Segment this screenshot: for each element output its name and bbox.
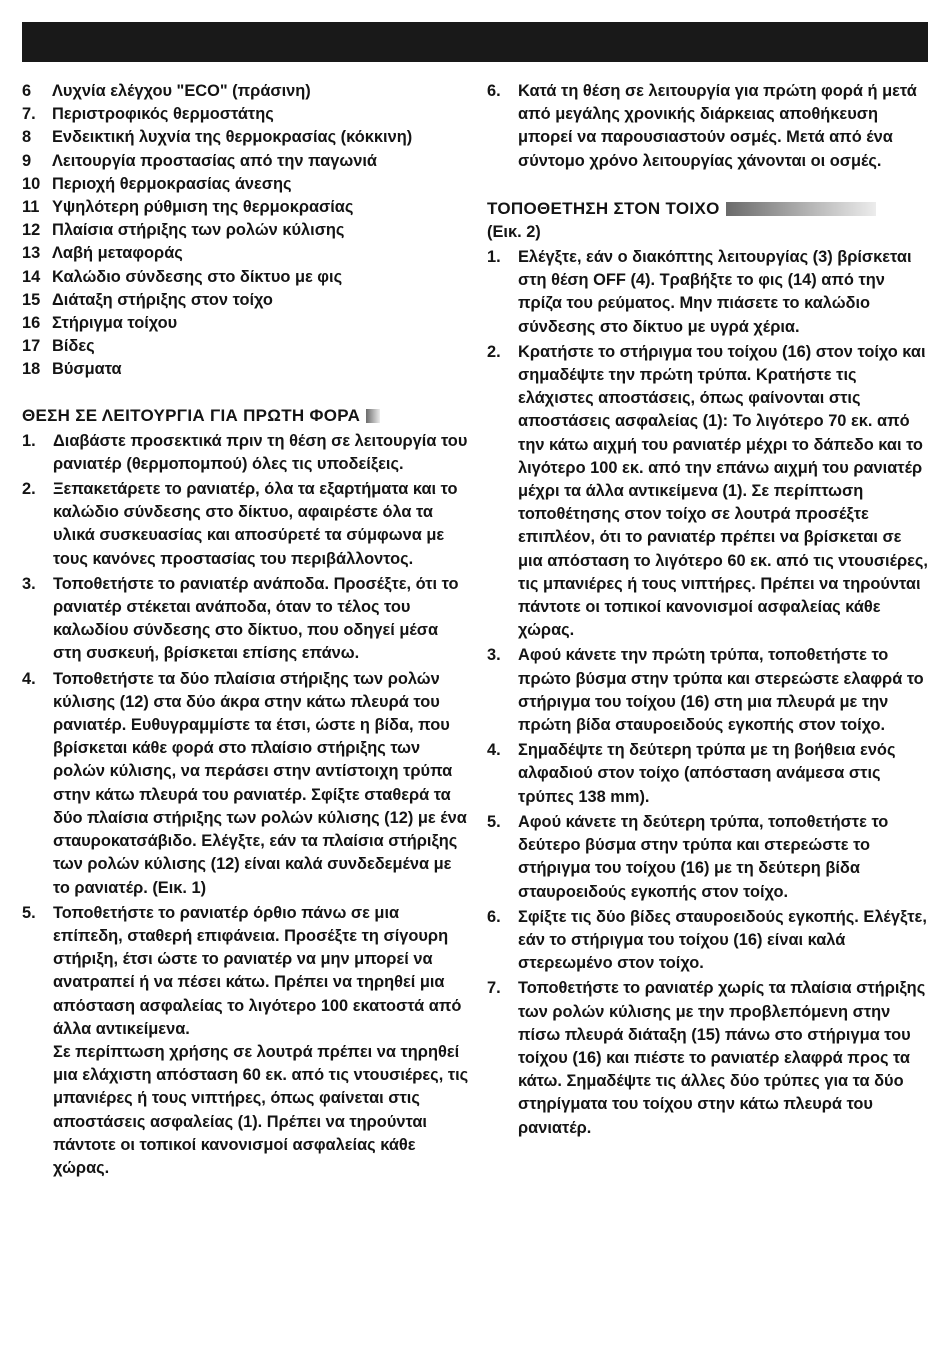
item-number: 15 xyxy=(22,290,41,309)
heading-text: ΘΕΣΗ ΣΕ ΛΕΙΤΟΥΡΓΙΑ ΓΙΑ ΠΡΩΤΗ ΦΟΡΑ xyxy=(22,406,361,426)
list-item xyxy=(22,219,470,242)
step-text: Τοποθετήστε το ρανιατέρ ανάποδα. Προσέξτε, ότι το ρανιατέρ στέκεται ανάποδα, όταν το τέλος του καλωδίου σύνδεσης στο δίκτυο, που οδηγεί μέσα στη συσκευή, βρίσκεται επίσης επάνω. xyxy=(53,574,459,663)
first-use-steps-continued xyxy=(487,80,928,173)
list-item xyxy=(487,906,928,976)
item-text: Λειτουργία προστασίας από την παγωνιά xyxy=(52,151,377,170)
list-item xyxy=(487,644,928,737)
item-number: 10 xyxy=(22,174,41,193)
list-item xyxy=(487,341,928,643)
left-column xyxy=(22,80,470,1182)
item-number: 17 xyxy=(22,337,41,356)
list-item xyxy=(22,573,470,666)
list-item xyxy=(22,335,470,358)
list-item xyxy=(22,358,470,381)
step-text-continued: Σε περίπτωση χρήσης σε λουτρά πρέπει να τηρηθεί μια ελάχιστη απόσταση 60 εκ. από τις ντουσιέρες, τις μπανιέρες ή τους νιπτήρες, όπως φαίνεται στις αποστάσεις ασφαλείας (1). Πρέπει να τηρούνται πάντοτε οι τοπικοί κανονισμοί ασφαλείας κάθε χώρας. xyxy=(53,1042,469,1177)
step-text: Κατά τη θέση σε λειτουργία για πρώτη φορά ή μετά από μεγάλης χρονικής διάρκειας αποθήκευση μπορεί να παρουσιαστούν οσμές. Μετά από ένα σύντομο χρόνο λειτουργίας χάνονται οι οσμές. xyxy=(518,82,917,170)
item-number: 18 xyxy=(22,360,41,379)
figure-reference: (Εικ. 2) xyxy=(487,222,541,241)
item-number: 9 xyxy=(22,151,32,170)
list-item xyxy=(22,312,470,335)
item-text: Διάταξη στήριξης στον τοίχο xyxy=(52,290,273,309)
list-item xyxy=(487,811,928,904)
step-text: Τοποθετήστε το ρανιατέρ χωρίς τα πλαίσια στήριξης των ρολών κύλισης με την προβλεπόμενη στην πίσω πλευρά διάταξη (15) πάνω στο στήριγμα του τοίχου (16) και πιέστε το ρανιατέρ ελαφρά προς τα κάτω. Σημαδέψτε τις άλλες δύο τρύπες για τα δύο στηρίγματα του τοίχου στην κάτω πλευρά του ρανιατέρ. xyxy=(518,979,926,1137)
first-use-steps xyxy=(22,430,470,1181)
item-number: 6 xyxy=(22,82,32,100)
item-number: 13 xyxy=(22,244,41,263)
item-text: Βύσματα xyxy=(52,360,122,379)
list-item xyxy=(487,246,928,339)
step-number: 4. xyxy=(487,741,501,760)
item-text: Λαβή μεταφοράς xyxy=(52,244,183,263)
heading-gradient-bar xyxy=(366,409,380,423)
list-item xyxy=(22,478,470,571)
item-text: Πλαίσια στήριξης των ρολών κύλισης xyxy=(52,221,345,240)
header-bar xyxy=(22,22,928,62)
item-text: Λυχνία ελέγχου "ECO" (πράσινη) xyxy=(52,82,311,100)
step-text: Αφού κάνετε τη δεύτερη τρύπα, τοποθετήστε το δεύτερο βύσμα στην τρύπα και στερεώστε το στήριγμα του τοίχου (16) με τη δεύτερη βίδα σταυροειδούς εγκοπής στον τοίχο. xyxy=(518,812,889,901)
list-item xyxy=(22,430,470,476)
step-text: Κρατήστε το στήριγμα του τοίχου (16) στον τοίχο και σημαδέψτε την πρώτη τρύπα. Κρατήστε τις ελάχιστες αποστάσεις, όπως φαίνονται στις αποστάσεις ασφαλείας (1): Το λιγότερο 70 εκ. από την κάτω αιχμή του ρανιατέρ μέχρι το δάπεδο και το λιγότερο 100 εκ. από την επάνω αιχμή του ρανιατέρ μέχρι τα άλλα αντικείμενα (1). Σε περίπτωση τοποθέτησης στον τοίχο σε λουτρά προσέξτε επιπλέον, ότι το ρανιατέρ πρέπει να βρίσκεται σε μια απόσταση το λιγότερο 60 εκ. από τις ντουσιέρες, τις μπανιέρες ή τους νιπτήρες. Πρέπει να τηρούνται πάντοτε οι τοπικοί κανονισμοί ασφαλείας κάθε χώρας. xyxy=(518,342,928,640)
step-text: Αφού κάνετε την πρώτη τρύπα, τοποθετήστε το πρώτο βύσμα στην τρύπα και στερεώστε ελαφρά το στήριγμα του τοίχου (16) στη μια πλευρά με την πρώτη βίδα σταυροειδούς εγκοπής στον τοίχο. xyxy=(518,646,924,735)
list-item xyxy=(22,668,470,900)
step-number: 1. xyxy=(22,431,36,450)
section-heading-first-use xyxy=(22,404,470,428)
list-item xyxy=(22,242,470,265)
heading-text: ΤΟΠΟΘΕΤΗΣΗ ΣΤΟΝ ΤΟΙΧΟ xyxy=(487,199,720,219)
list-item xyxy=(22,80,470,103)
list-item xyxy=(22,150,470,173)
step-text: Ξεπακετάρετε το ρανιατέρ, όλα τα εξαρτήματα και το καλώδιο σύνδεσης στο δίκτυο, αφαιρέστε όλα τα υλικά συσκευασίας και αποσύρετέ τα σύμφωνα με τους κανόνες προστασίας του περιβάλλοντος. xyxy=(53,480,458,568)
list-item xyxy=(22,196,470,219)
wall-mounting-steps xyxy=(487,246,928,1140)
step-text: Τοποθετήστε το ρανιατέρ όρθιο πάνω σε μια επίπεδη, σταθερή επιφάνεια. Προσέξτε τη σίγουρη στήριξη, έτσι ώστε το ρανιατέρ να μην μπορεί να ανατραπεί ή να πέσει κάτω. Πρέπει να τηρηθεί μια απόσταση ασφαλείας το λιγότερο 100 εκατοστά από άλλα αντικείμενα. xyxy=(53,903,462,1038)
list-item xyxy=(22,289,470,312)
step-number: 3. xyxy=(22,574,36,593)
list-item xyxy=(22,126,470,149)
heading-gradient-bar xyxy=(726,202,876,216)
list-item xyxy=(22,103,470,126)
step-number: 5. xyxy=(487,812,501,831)
step-number: 4. xyxy=(22,669,36,688)
item-text: Υψηλότερη ρύθμιση της θερμοκρασίας xyxy=(52,198,354,217)
item-text: Περιστροφικός θερμοστάτης xyxy=(52,105,274,124)
step-number: 2. xyxy=(487,342,501,361)
step-number: 5. xyxy=(22,903,36,922)
item-number: 16 xyxy=(22,314,41,333)
list-item xyxy=(487,80,928,173)
item-number: 7. xyxy=(22,105,36,124)
item-text: Ενδεικτική λυχνία της θερμοκρασίας (κόκκινη) xyxy=(52,128,413,147)
right-column xyxy=(487,80,928,1142)
item-number: 11 xyxy=(22,198,40,217)
step-number: 2. xyxy=(22,480,36,499)
list-item xyxy=(22,266,470,289)
step-text: Ελέγξτε, εάν ο διακόπτης λειτουργίας (3) βρίσκεται στη θέση OFF (4). Τραβήξτε το φις (14) από την πρίζα του ρεύματος. Μην πιάσετε το καλώδιο σύνδεσης στο δίκτυο με υγρά χέρια. xyxy=(518,248,912,336)
step-text: Τοποθετήστε τα δύο πλαίσια στήριξης των ρολών κύλισης (12) στα δύο άκρα στην κάτω πλευρά του ρανιατέρ. Ευθυγραμμίστε τα έτσι, ώστε η βίδα, που βρίσκεται κάθε φορά στο πλαίσιο στήριξης των ρολών κύλισης, να περάσει στην αντίστοιχη τρύπα στην κάτω πλευρά του ρανιατέρ. Σφίξτε σταθερά τα δύο πλαίσια στήριξης των ρολών κύλισης (12) με ένα σταυροκατσάβιδο. Ελέγξτε, εάν τα πλαίσια στήριξης των ρολών κύλισης (12) είναι καλά συνδεδεμένα με το ρανιατέρ. (Εικ. 1) xyxy=(53,669,467,897)
item-number: 12 xyxy=(22,221,41,240)
step-text: Σημαδέψτε τη δεύτερη τρύπα με τη βοήθεια ενός αλφαδιού στον τοίχο (απόσταση ανάμεσα στις τρύπες 138 mm). xyxy=(518,741,896,806)
section-heading-wall-mounting xyxy=(487,197,928,221)
item-text: Στήριγμα τοίχου xyxy=(52,314,178,333)
step-text: Σφίξτε τις δύο βίδες σταυροειδούς εγκοπής. Ελέγξτε, εάν το στήριγμα του τοίχου (16) είναι καλά στερεωμένο στον τοίχο. xyxy=(518,907,927,973)
list-item xyxy=(487,977,928,1139)
step-number: 1. xyxy=(487,248,501,267)
list-item xyxy=(487,739,928,809)
item-text: Περιοχή θερμοκρασίας άνεσης xyxy=(52,174,292,193)
list-item xyxy=(22,902,470,1180)
step-number: 6. xyxy=(487,82,501,100)
parts-list xyxy=(22,80,470,382)
step-number: 6. xyxy=(487,907,501,926)
item-number: 8 xyxy=(22,128,32,147)
step-number: 3. xyxy=(487,646,501,665)
step-text: Διαβάστε προσεκτικά πριν τη θέση σε λειτουργία του ρανιατέρ (θερμοπομπού) όλες τις υποδείξεις. xyxy=(53,431,468,473)
item-number: 14 xyxy=(22,267,41,286)
item-text: Βίδες xyxy=(52,337,95,356)
item-text: Καλώδιο σύνδεσης στο δίκτυο με φις xyxy=(52,267,343,286)
list-item xyxy=(22,173,470,196)
step-number: 7. xyxy=(487,979,501,998)
